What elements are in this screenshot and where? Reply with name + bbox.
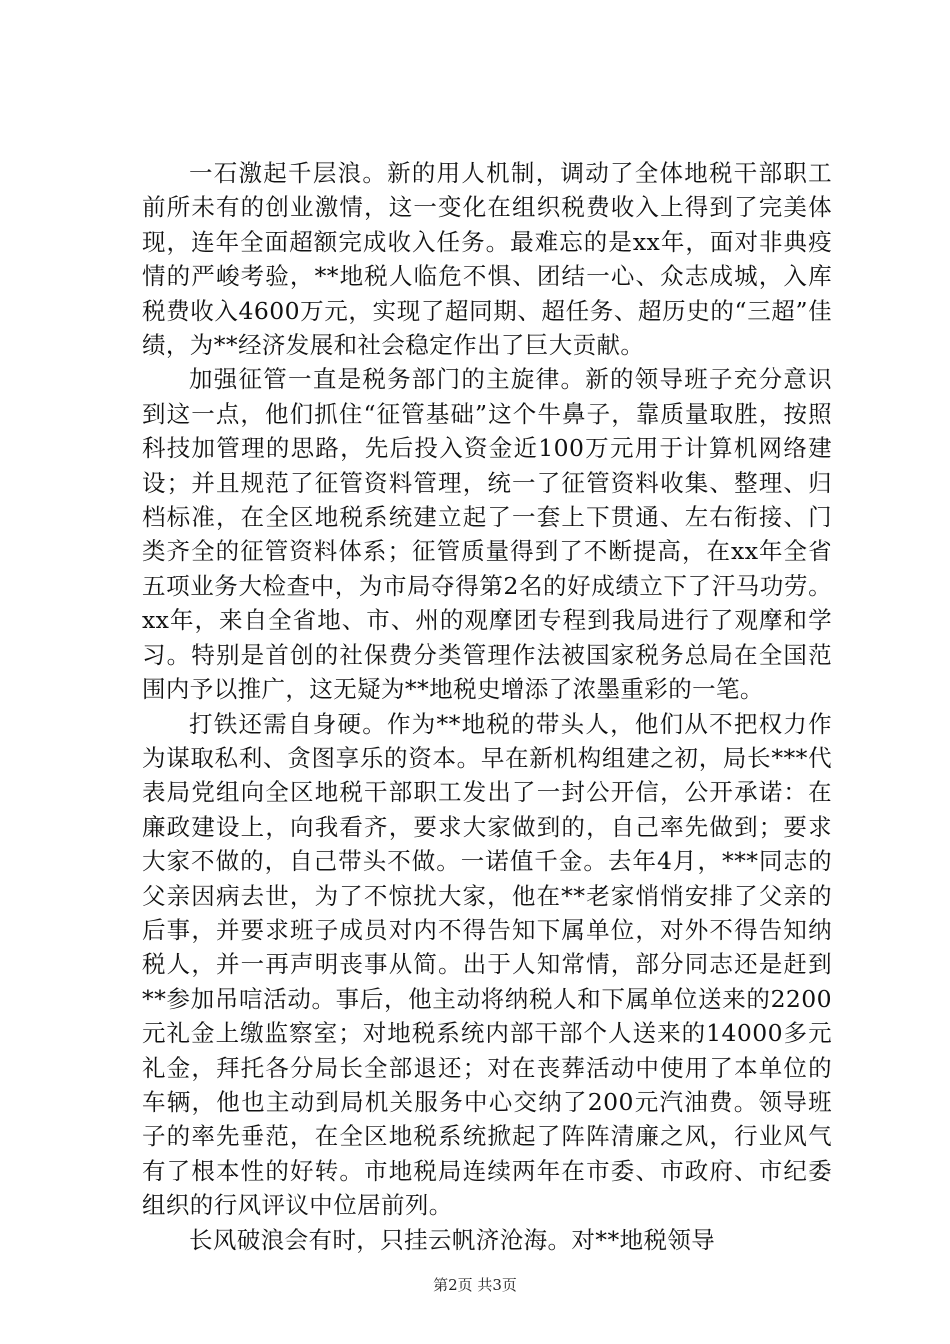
body-text [142,156,832,1257]
paragraph-integrity: 打铁还需自身硬。作为**地税的带头人，他们从不把权力作为谋取私利、贪图享乐的资本。早在新机构组建之初，局长***代表局党组向全区地税干部职工发出了一封公开信，公开承诺：在廉政建设上，向我看齐，要求大家做到的，自己率先做到；要求大家不做的，自己带头不做。一诺值千金。去年4月，***同志的父亲因病去世，为了不惊扰大家，他在**老家悄悄安排了父亲的后事，并要求班子成员对内不得告知下属单位，对外不得告知纳税人，并一再声明丧事从简。出于人知常情，部分同志还是赶到**参加吊唁活动。事后，他主动将纳税人和下属单位送来的2200元礼金上缴监察室；对地税系统内部干部个人送来的14000多元礼金，拜托各分局长全部退还；对在丧葬活动中使用了本单位的车辆，他也主动到局机关服务中心交纳了200元汽油费。领导班子的率先垂范，在全区地税系统掀起了阵阵清廉之风，行业风气有了根本性的好转。市地税局连续两年在市委、市政府、市纪委组织的行风评议中位居前列。 [142,709,832,1220]
paragraph-tax-revenue: 一石激起千层浪。新的用人机制，调动了全体地税干部职工前所未有的创业激情，这一变化在组织税费收入上得到了完美体现，连年全面超额完成收入任务。最难忘的是xx年，面对非典疫情的严峻考验，**地税人临危不惧、团结一心、众志成城，入库税费收入4600万元，实现了超同期、超任务、超历史的“三超”佳绩，为**经济发展和社会稳定作出了巨大贡献。 [142,159,832,360]
page-footer: 第2页 共3页 [433,1276,517,1294]
paragraph-closing: 长风破浪会有时，只挂云帆济沧海。对**地税领导 [189,1225,716,1254]
paragraph-tax-administration: 加强征管一直是税务部门的主旋律。新的领导班子充分意识到这一点，他们抓住“征管基础”这个牛鼻子，靠质量取胜，按照科技加管理的思路，先后投入资金近100万元用于计算机网络建设；并且规范了征管资料管理，统一了征管资料收集、整理、归档标准，在全区地税系统建立起了一套上下贯通、左右衔接、门类齐全的征管资料体系；征管质量得到了不断提高，在xx年全省五项业务大检查中，为市局夺得第2名的好成绩立下了汗马功劳。xx年，来自全省地、市、州的观摩团专程到我局进行了观摩和学习。特别是首创的社保费分类管理作法被国家税务总局在全国范围内予以推广，这无疑为**地税史增添了浓墨重彩的一笔。 [142,365,832,704]
